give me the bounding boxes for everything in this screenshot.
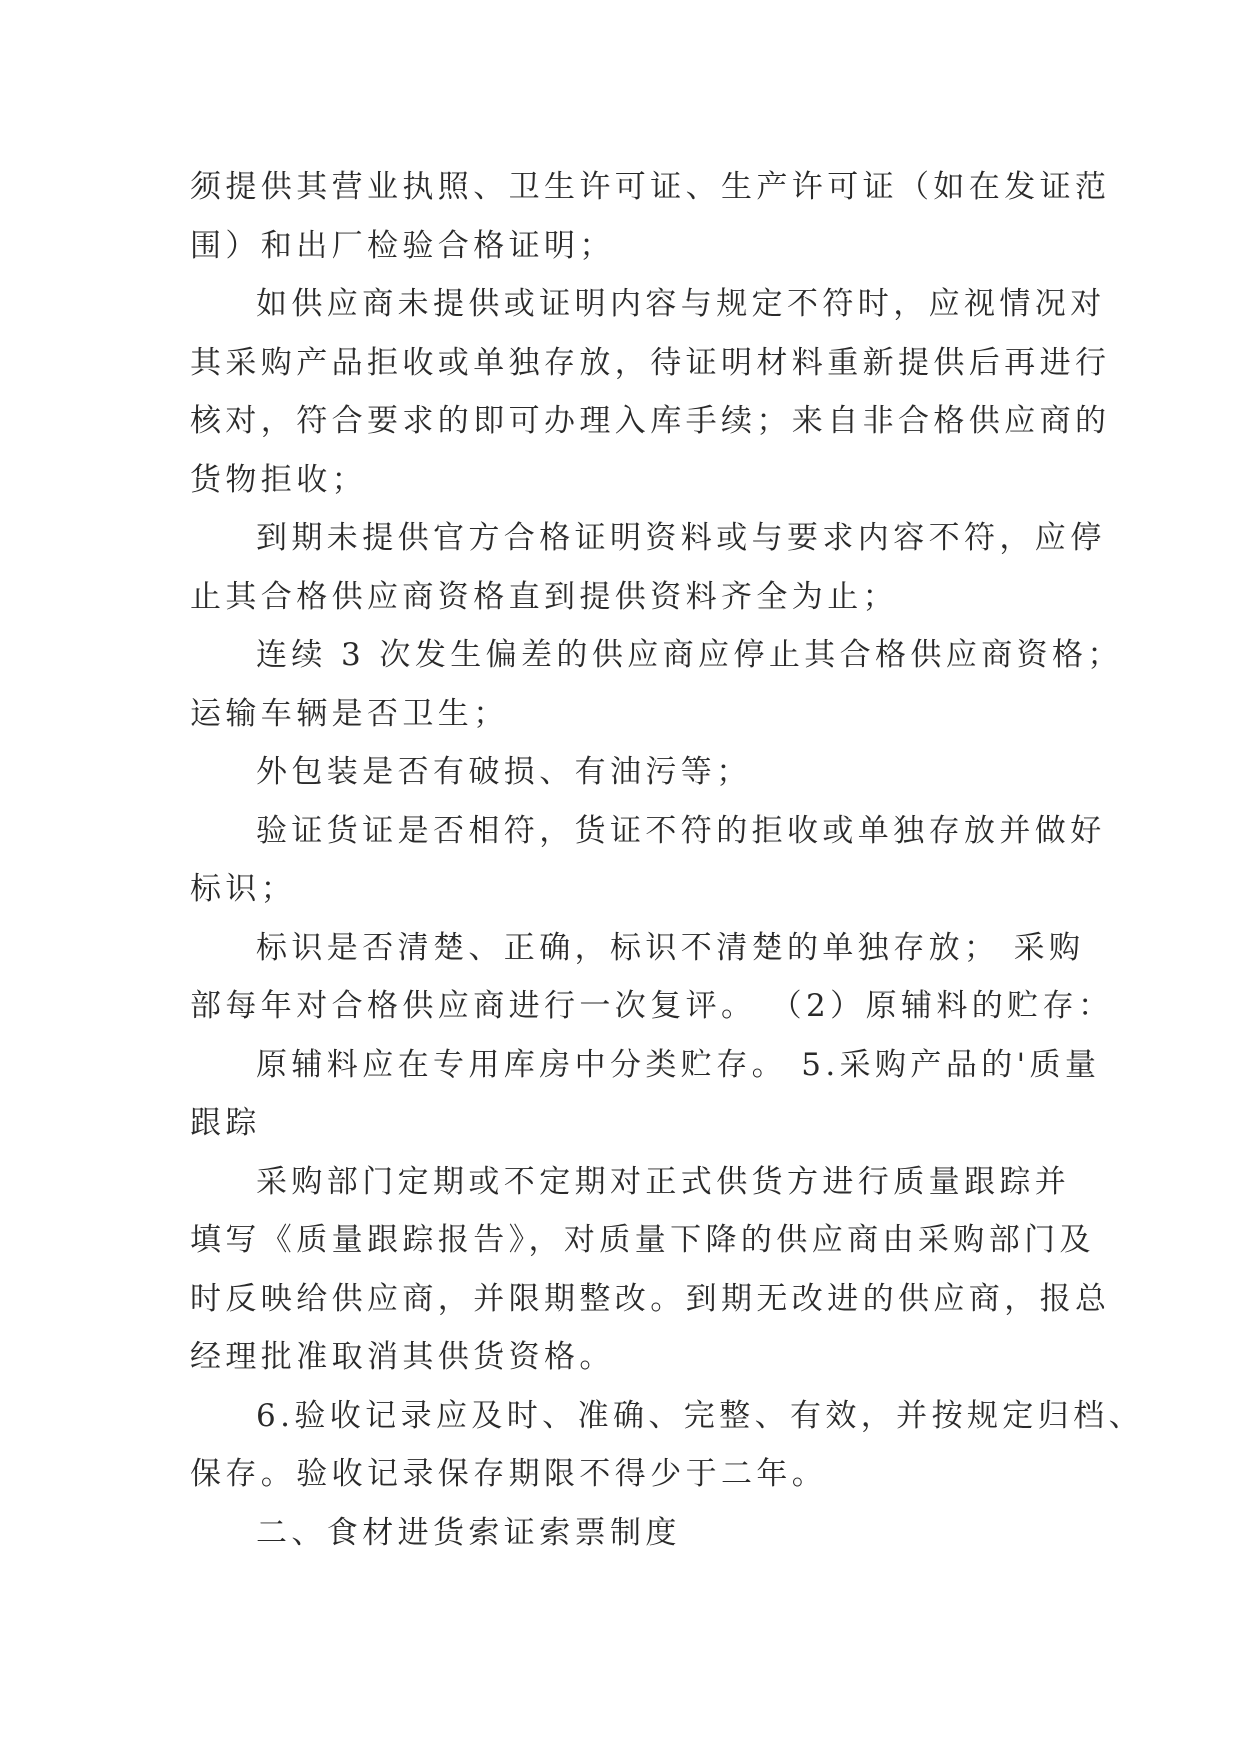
text-line: 如供应商未提供或证明内容与规定不符时，应视情况对 bbox=[256, 286, 1106, 322]
text-line: 核对，符合要求的即可办理入库手续；来自非合格供应商的 bbox=[190, 403, 1111, 439]
text-line: 止其合格供应商资格直到提供资料齐全为止； bbox=[190, 578, 898, 615]
text-line: 围）和出厂检验合格证明； bbox=[190, 227, 615, 264]
section-heading: 二、食材进货索证索票制度 bbox=[256, 1514, 681, 1551]
text-line: 货物拒收； bbox=[190, 461, 367, 498]
text-line: 原辅料应在专用库房中分类贮存。 5.采购产品的'质量 bbox=[256, 1046, 1101, 1083]
text-line: 到期未提供官方合格证明资料或与要求内容不符，应停 bbox=[256, 520, 1106, 556]
text-line: 验证货证是否相符，货证不符的拒收或单独存放并做好 bbox=[256, 812, 1106, 849]
text-line: 填写《质量跟踪报告》，对质量下降的供应商由采购部门及 bbox=[190, 1222, 1095, 1258]
text-line: 外包装是否有破损、有油污等； bbox=[256, 754, 752, 790]
text-line: 6.验收记录应及时、准确、完整、有效，并按规定归档、 bbox=[256, 1397, 1144, 1434]
text-line: 时反映给供应商，并限期整改。到期无改进的供应商，报总 bbox=[190, 1280, 1111, 1317]
text-line: 其采购产品拒收或单独存放，待证明材料重新提供后再进行 bbox=[190, 344, 1111, 381]
text-line: 标识； bbox=[190, 871, 297, 907]
document-body bbox=[190, 158, 1144, 1562]
text-line: 部每年对合格供应商进行一次复评。 （2）原辅料的贮存： bbox=[190, 988, 1114, 1024]
text-line: 保存。验收记录保存期限不得少于二年。 bbox=[190, 1456, 828, 1492]
text-line: 采购部门定期或不定期对正式供货方进行质量跟踪并 bbox=[256, 1163, 1071, 1200]
text-line: 标识是否清楚、正确，标识不清楚的单独存放； 采购 bbox=[256, 929, 1085, 966]
text-line: 经理批准取消其供货资格。 bbox=[190, 1339, 615, 1375]
text-line: 运输车辆是否卫生； bbox=[190, 695, 509, 732]
text-line: 连续 3 次发生偏差的供应商应停止其合格供应商资格； bbox=[256, 637, 1123, 673]
text-line: 须提供其营业执照、卫生许可证、生产许可证（如在发证范 bbox=[190, 169, 1111, 205]
text-line: 跟踪 bbox=[190, 1105, 261, 1141]
